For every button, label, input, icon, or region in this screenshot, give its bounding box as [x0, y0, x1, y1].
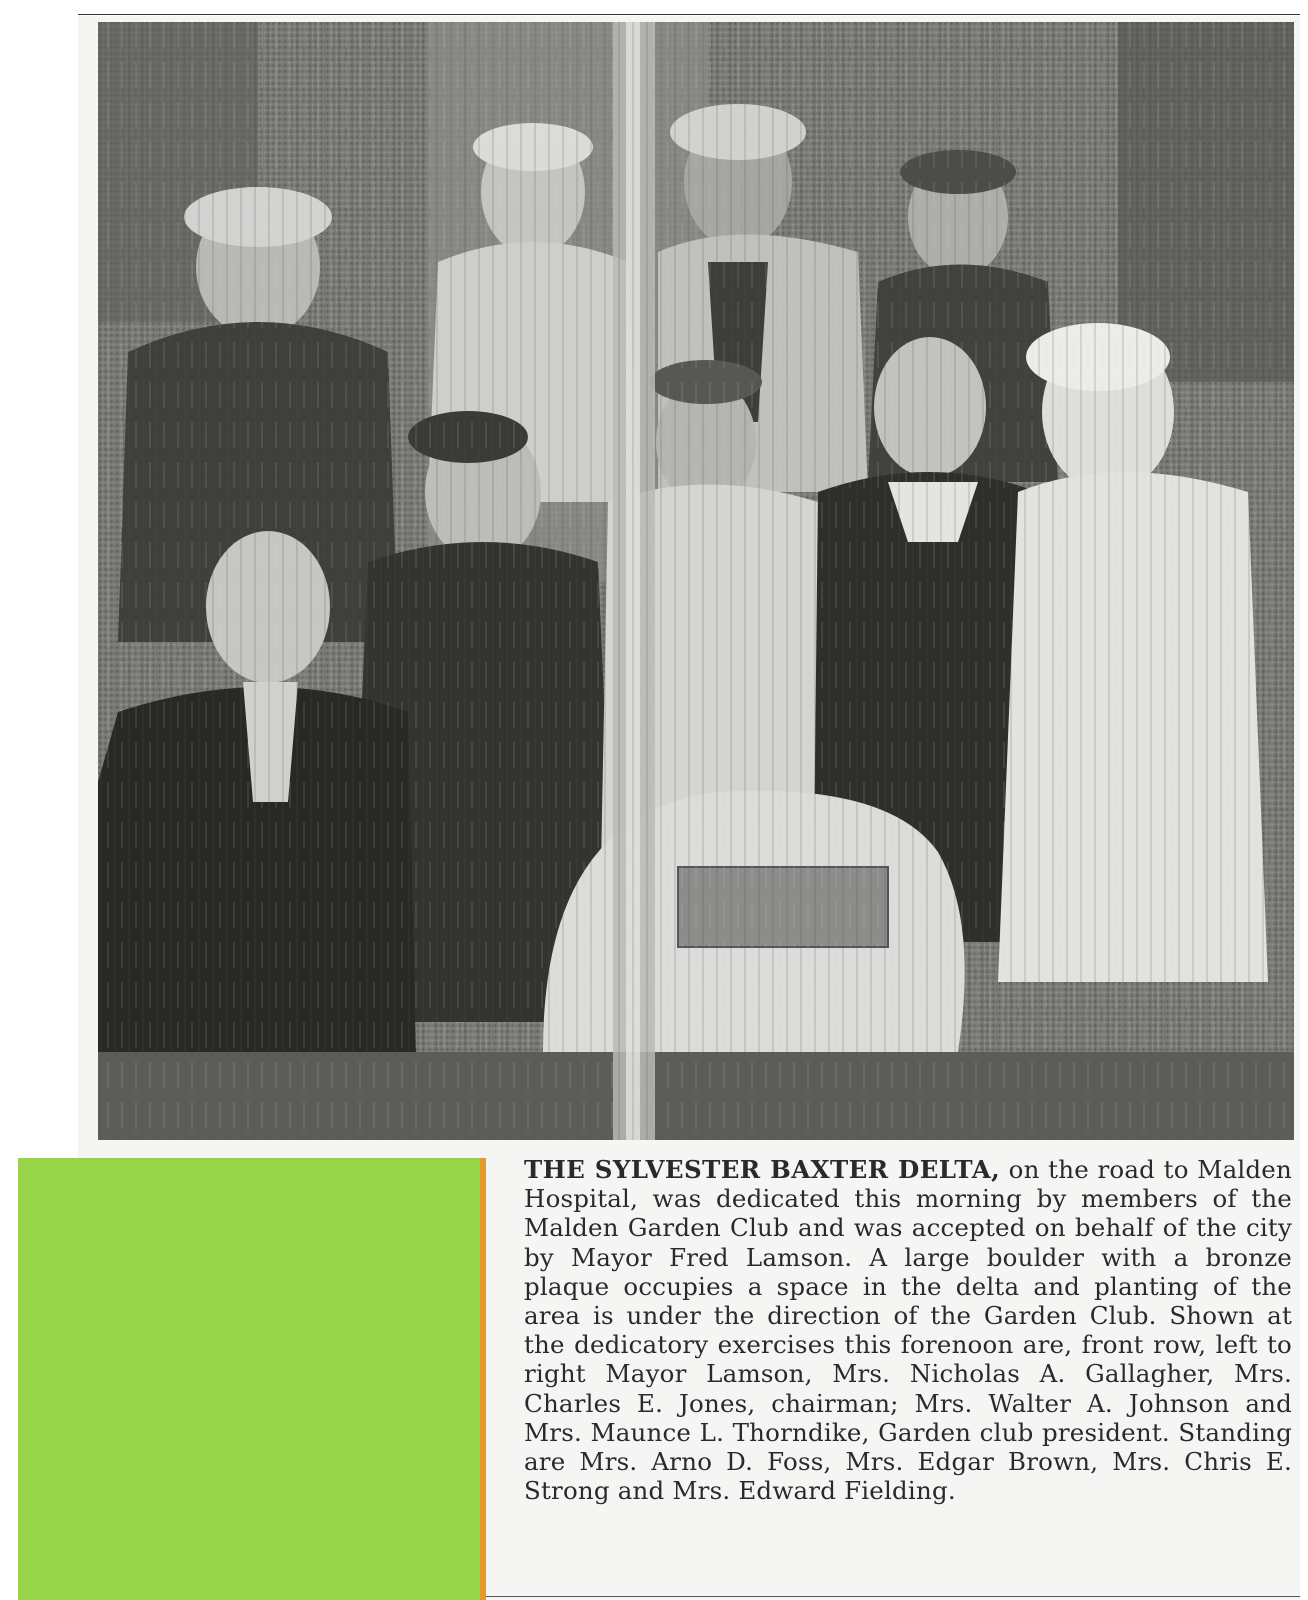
photo-caption	[524, 1155, 1292, 1505]
halftone-photograph	[98, 22, 1294, 1140]
caption-body: on the road to Malden Hospital, was dedicated this morning by members of the Malden Garden Club and was accepted on behalf of the city by Mayor Fred Lamson. A large boulder with a bronze plaque occupies a space in the delta and planting of the area is under the direction of the Garden Club. Shown at the dedicatory exercises this forenoon are, front row, left to right Mayor Lamson, Mrs. Nicholas A. Gallagher, Mrs. Charles E. Jones, chairman; Mrs. Walter A. Johnson and Mrs. Maunce L. Thorndike, Garden club president. Standing are Mrs. Arno D. Foss, Mrs. Edgar Brown, Mrs. Chris E. Strong and Mrs. Edward Fielding.	[524, 1155, 1292, 1506]
sticky-note	[18, 1158, 486, 1600]
caption-lead: THE SYLVESTER BAXTER DELTA,	[524, 1155, 1001, 1184]
group-photo-illustration	[98, 22, 1294, 1140]
top-rule	[78, 14, 1300, 15]
bottom-rule	[486, 1596, 1300, 1597]
